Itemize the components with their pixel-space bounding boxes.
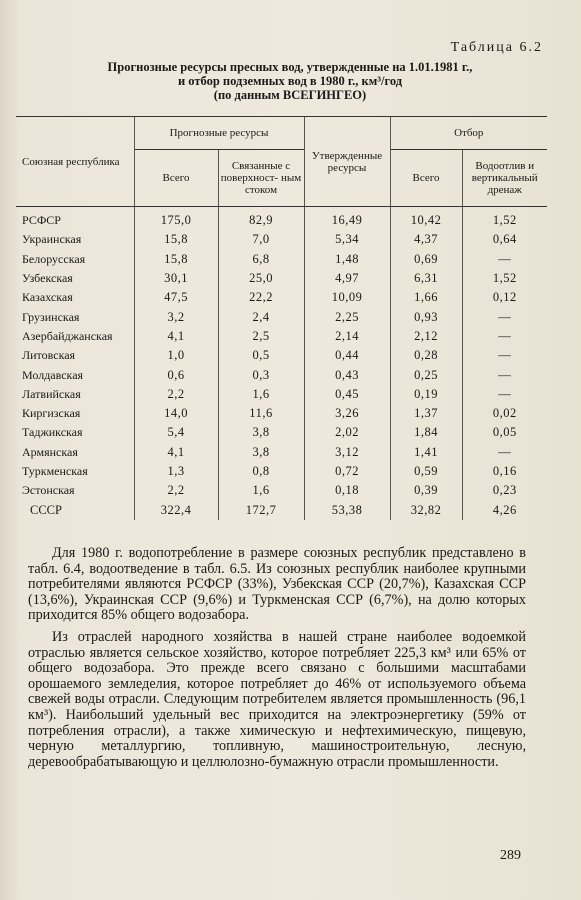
value-cell-approved: 0,44 bbox=[304, 346, 390, 365]
republic-name-cell: Киргизская bbox=[22, 406, 81, 421]
table-row bbox=[16, 423, 547, 442]
value-cell-drainage: — bbox=[462, 365, 547, 384]
republic-name-cell: Узбекская bbox=[22, 271, 73, 286]
value-cell-forecast-related: 1,6 bbox=[218, 481, 304, 500]
header-republic: Союзная республика bbox=[16, 117, 134, 207]
republic-name-cell: Белорусская bbox=[22, 251, 86, 266]
paragraph: Для 1980 г. водопотребление в размере союзных республик представлено в табл. 6.4, водоотведение в табл. 6.5. Из союзных республик наиболее крупными потребителями являются РСФСР (33%), Узбекская ССР (20,7%), Казахская ССР (13,6%), Украинская ССР (9,6%) и Туркменская ССР (6,7%), на долю которых приходится 85% общего водозабора. bbox=[28, 545, 526, 624]
header-forecast-related: Связанные с поверхност- ным стоком bbox=[218, 150, 304, 207]
paragraph: Из отраслей народного хозяйства в нашей стране наиболее водоемкой отраслью является сельское хозяйство, которое потребляет 225,3 км³ или 65% от общего водозабора. Это прежде всего связано с большими масштабами орошаемого земледелия, которое потребляет до 46% от используемого объема свежей воды отрасли. Следующим потребителем является промышленность (96,1 км³). Наибольший удельный вес приходится на электроэнергетику (59% от потребления отрасли), а также химическую и нефтехимическую, пищевую, черную металлургию, топливную, машиностроительную, лесную, деревообрабатывающую и целлюлозно-бумажную отрасли промышленности. bbox=[28, 628, 526, 770]
value-cell-approved: 5,34 bbox=[304, 230, 390, 249]
value-cell-approved: 2,02 bbox=[304, 423, 390, 442]
republic-name-cell: Латвийская bbox=[22, 386, 81, 401]
value-cell-drainage: 0,12 bbox=[462, 288, 547, 307]
table-row bbox=[16, 250, 547, 269]
title-line: (по данным ВСЕГИНГЕО) bbox=[213, 88, 367, 102]
value-cell-approved: 3,12 bbox=[304, 443, 390, 462]
value-cell-drainage: — bbox=[462, 443, 547, 462]
value-cell-drainage: 1,52 bbox=[462, 269, 547, 288]
value-cell-approved: 0,45 bbox=[304, 385, 390, 404]
value-cell-withdrawal-total: 1,84 bbox=[390, 423, 462, 442]
body-text bbox=[28, 546, 526, 776]
republic-name-cell: Украинская bbox=[22, 232, 82, 247]
header-withdrawal: Отбор bbox=[390, 117, 547, 150]
table-row bbox=[16, 327, 547, 346]
republic-name-cell: СССР bbox=[30, 502, 62, 517]
value-cell-withdrawal-total: 1,66 bbox=[390, 288, 462, 307]
value-cell-forecast-related: 0,8 bbox=[218, 462, 304, 481]
header-forecast: Прогнозные ресурсы bbox=[134, 117, 304, 150]
value-cell-approved: 3,26 bbox=[304, 404, 390, 423]
value-cell-forecast-total: 2,2 bbox=[134, 385, 218, 404]
page-number: 289 bbox=[500, 848, 521, 863]
value-cell-withdrawal-total: 6,31 bbox=[390, 269, 462, 288]
value-cell-forecast-related: 25,0 bbox=[218, 269, 304, 288]
value-cell-approved: 16,49 bbox=[304, 207, 390, 231]
header-withdrawal-total: Всего bbox=[390, 150, 462, 207]
republic-name-cell: Литовская bbox=[22, 348, 76, 363]
value-cell-drainage: 4,26 bbox=[462, 500, 547, 519]
value-cell-withdrawal-total: 0,28 bbox=[390, 346, 462, 365]
value-cell-forecast-related: 6,8 bbox=[218, 250, 304, 269]
value-cell-withdrawal-total: 1,37 bbox=[390, 404, 462, 423]
value-cell-withdrawal-total: 0,19 bbox=[390, 385, 462, 404]
title-line: и отбор подземных вод в 1980 г., км³/год bbox=[177, 74, 403, 88]
value-cell-approved: 10,09 bbox=[304, 288, 390, 307]
value-cell-withdrawal-total: 10,42 bbox=[390, 207, 462, 231]
value-cell-forecast-total: 3,2 bbox=[134, 307, 218, 326]
value-cell-approved: 53,38 bbox=[304, 500, 390, 519]
value-cell-withdrawal-total: 0,69 bbox=[390, 250, 462, 269]
water-resources-table bbox=[16, 116, 547, 520]
value-cell-forecast-related: 0,5 bbox=[218, 346, 304, 365]
value-cell-forecast-total: 4,1 bbox=[134, 327, 218, 346]
value-cell-forecast-related: 11,6 bbox=[218, 404, 304, 423]
value-cell-drainage: — bbox=[462, 250, 547, 269]
republic-name-cell: Туркменская bbox=[22, 464, 88, 478]
value-cell-forecast-related: 1,6 bbox=[218, 385, 304, 404]
value-cell-withdrawal-total: 0,93 bbox=[390, 307, 462, 326]
value-cell-approved: 0,43 bbox=[304, 365, 390, 384]
value-cell-withdrawal-total: 0,59 bbox=[390, 462, 462, 481]
republic-name-cell: Азербайджанская bbox=[22, 328, 113, 343]
republic-name-cell: Молдавская bbox=[22, 367, 84, 382]
value-cell-drainage: — bbox=[462, 346, 547, 365]
value-cell-drainage: 0,05 bbox=[462, 423, 547, 442]
value-cell-forecast-total: 15,8 bbox=[134, 230, 218, 249]
value-cell-approved: 4,97 bbox=[304, 269, 390, 288]
table-row bbox=[16, 269, 547, 288]
table-row bbox=[16, 288, 547, 307]
value-cell-forecast-related: 3,8 bbox=[218, 443, 304, 462]
value-cell-forecast-total: 1,3 bbox=[134, 462, 218, 481]
value-cell-drainage: 0,23 bbox=[462, 481, 547, 500]
table-row bbox=[16, 230, 547, 249]
value-cell-withdrawal-total: 1,41 bbox=[390, 443, 462, 462]
header-approved: Утвержденные ресурсы bbox=[304, 117, 390, 207]
value-cell-forecast-related: 2,5 bbox=[218, 327, 304, 346]
republic-name-cell: Эстонская bbox=[22, 483, 75, 498]
table-row bbox=[16, 443, 547, 462]
value-cell-forecast-total: 2,2 bbox=[134, 481, 218, 500]
value-cell-approved: 0,72 bbox=[304, 462, 390, 481]
value-cell-drainage: 0,02 bbox=[462, 404, 547, 423]
table-row bbox=[16, 365, 547, 384]
value-cell-forecast-total: 47,5 bbox=[134, 288, 218, 307]
value-cell-withdrawal-total: 4,37 bbox=[390, 230, 462, 249]
header-withdrawal-drainage: Водоотлив и вертикальный дренаж bbox=[462, 150, 547, 207]
table-row bbox=[16, 481, 547, 500]
title-line: Прогнозные ресурсы пресных вод, утвержденные на 1.01.1981 г., bbox=[107, 60, 473, 74]
value-cell-forecast-total: 175,0 bbox=[134, 207, 218, 231]
value-cell-approved: 0,18 bbox=[304, 481, 390, 500]
value-cell-drainage: 0,64 bbox=[462, 230, 547, 249]
table-row bbox=[16, 500, 547, 519]
value-cell-drainage: 0,16 bbox=[462, 462, 547, 481]
value-cell-forecast-related: 0,3 bbox=[218, 365, 304, 384]
value-cell-forecast-related: 2,4 bbox=[218, 307, 304, 326]
table-row bbox=[16, 404, 547, 423]
republic-name-cell: Армянская bbox=[22, 444, 78, 459]
value-cell-approved: 1,48 bbox=[304, 250, 390, 269]
value-cell-forecast-total: 1,0 bbox=[134, 346, 218, 365]
value-cell-drainage: — bbox=[462, 385, 547, 404]
value-cell-drainage: 1,52 bbox=[462, 207, 547, 231]
value-cell-forecast-total: 5,4 bbox=[134, 423, 218, 442]
value-cell-withdrawal-total: 32,82 bbox=[390, 500, 462, 519]
table-row bbox=[16, 385, 547, 404]
table-title bbox=[40, 60, 540, 102]
value-cell-forecast-related: 7,0 bbox=[218, 230, 304, 249]
table-row bbox=[16, 307, 547, 326]
republic-name-cell: РСФСР bbox=[22, 213, 61, 228]
table-row bbox=[16, 346, 547, 365]
value-cell-forecast-total: 0,6 bbox=[134, 365, 218, 384]
value-cell-drainage: — bbox=[462, 307, 547, 326]
value-cell-forecast-total: 15,8 bbox=[134, 250, 218, 269]
republic-name-cell: Казахская bbox=[22, 290, 73, 305]
value-cell-withdrawal-total: 2,12 bbox=[390, 327, 462, 346]
table-row bbox=[16, 207, 547, 231]
value-cell-forecast-total: 14,0 bbox=[134, 404, 218, 423]
value-cell-forecast-total: 4,1 bbox=[134, 443, 218, 462]
value-cell-forecast-total: 322,4 bbox=[134, 500, 218, 519]
value-cell-withdrawal-total: 0,39 bbox=[390, 481, 462, 500]
republic-name-cell: Таджикская bbox=[22, 425, 83, 440]
table-row bbox=[16, 462, 547, 481]
value-cell-approved: 2,25 bbox=[304, 307, 390, 326]
value-cell-withdrawal-total: 0,25 bbox=[390, 365, 462, 384]
table-body bbox=[16, 207, 547, 520]
value-cell-forecast-related: 22,2 bbox=[218, 288, 304, 307]
value-cell-forecast-related: 82,9 bbox=[218, 207, 304, 231]
value-cell-forecast-related: 3,8 bbox=[218, 423, 304, 442]
table-number: Таблица 6.2 bbox=[450, 40, 543, 55]
republic-name-cell: Грузинская bbox=[22, 309, 80, 324]
value-cell-drainage: — bbox=[462, 327, 547, 346]
value-cell-forecast-related: 172,7 bbox=[218, 500, 304, 519]
value-cell-approved: 2,14 bbox=[304, 327, 390, 346]
value-cell-forecast-total: 30,1 bbox=[134, 269, 218, 288]
header-forecast-total: Всего bbox=[134, 150, 218, 207]
